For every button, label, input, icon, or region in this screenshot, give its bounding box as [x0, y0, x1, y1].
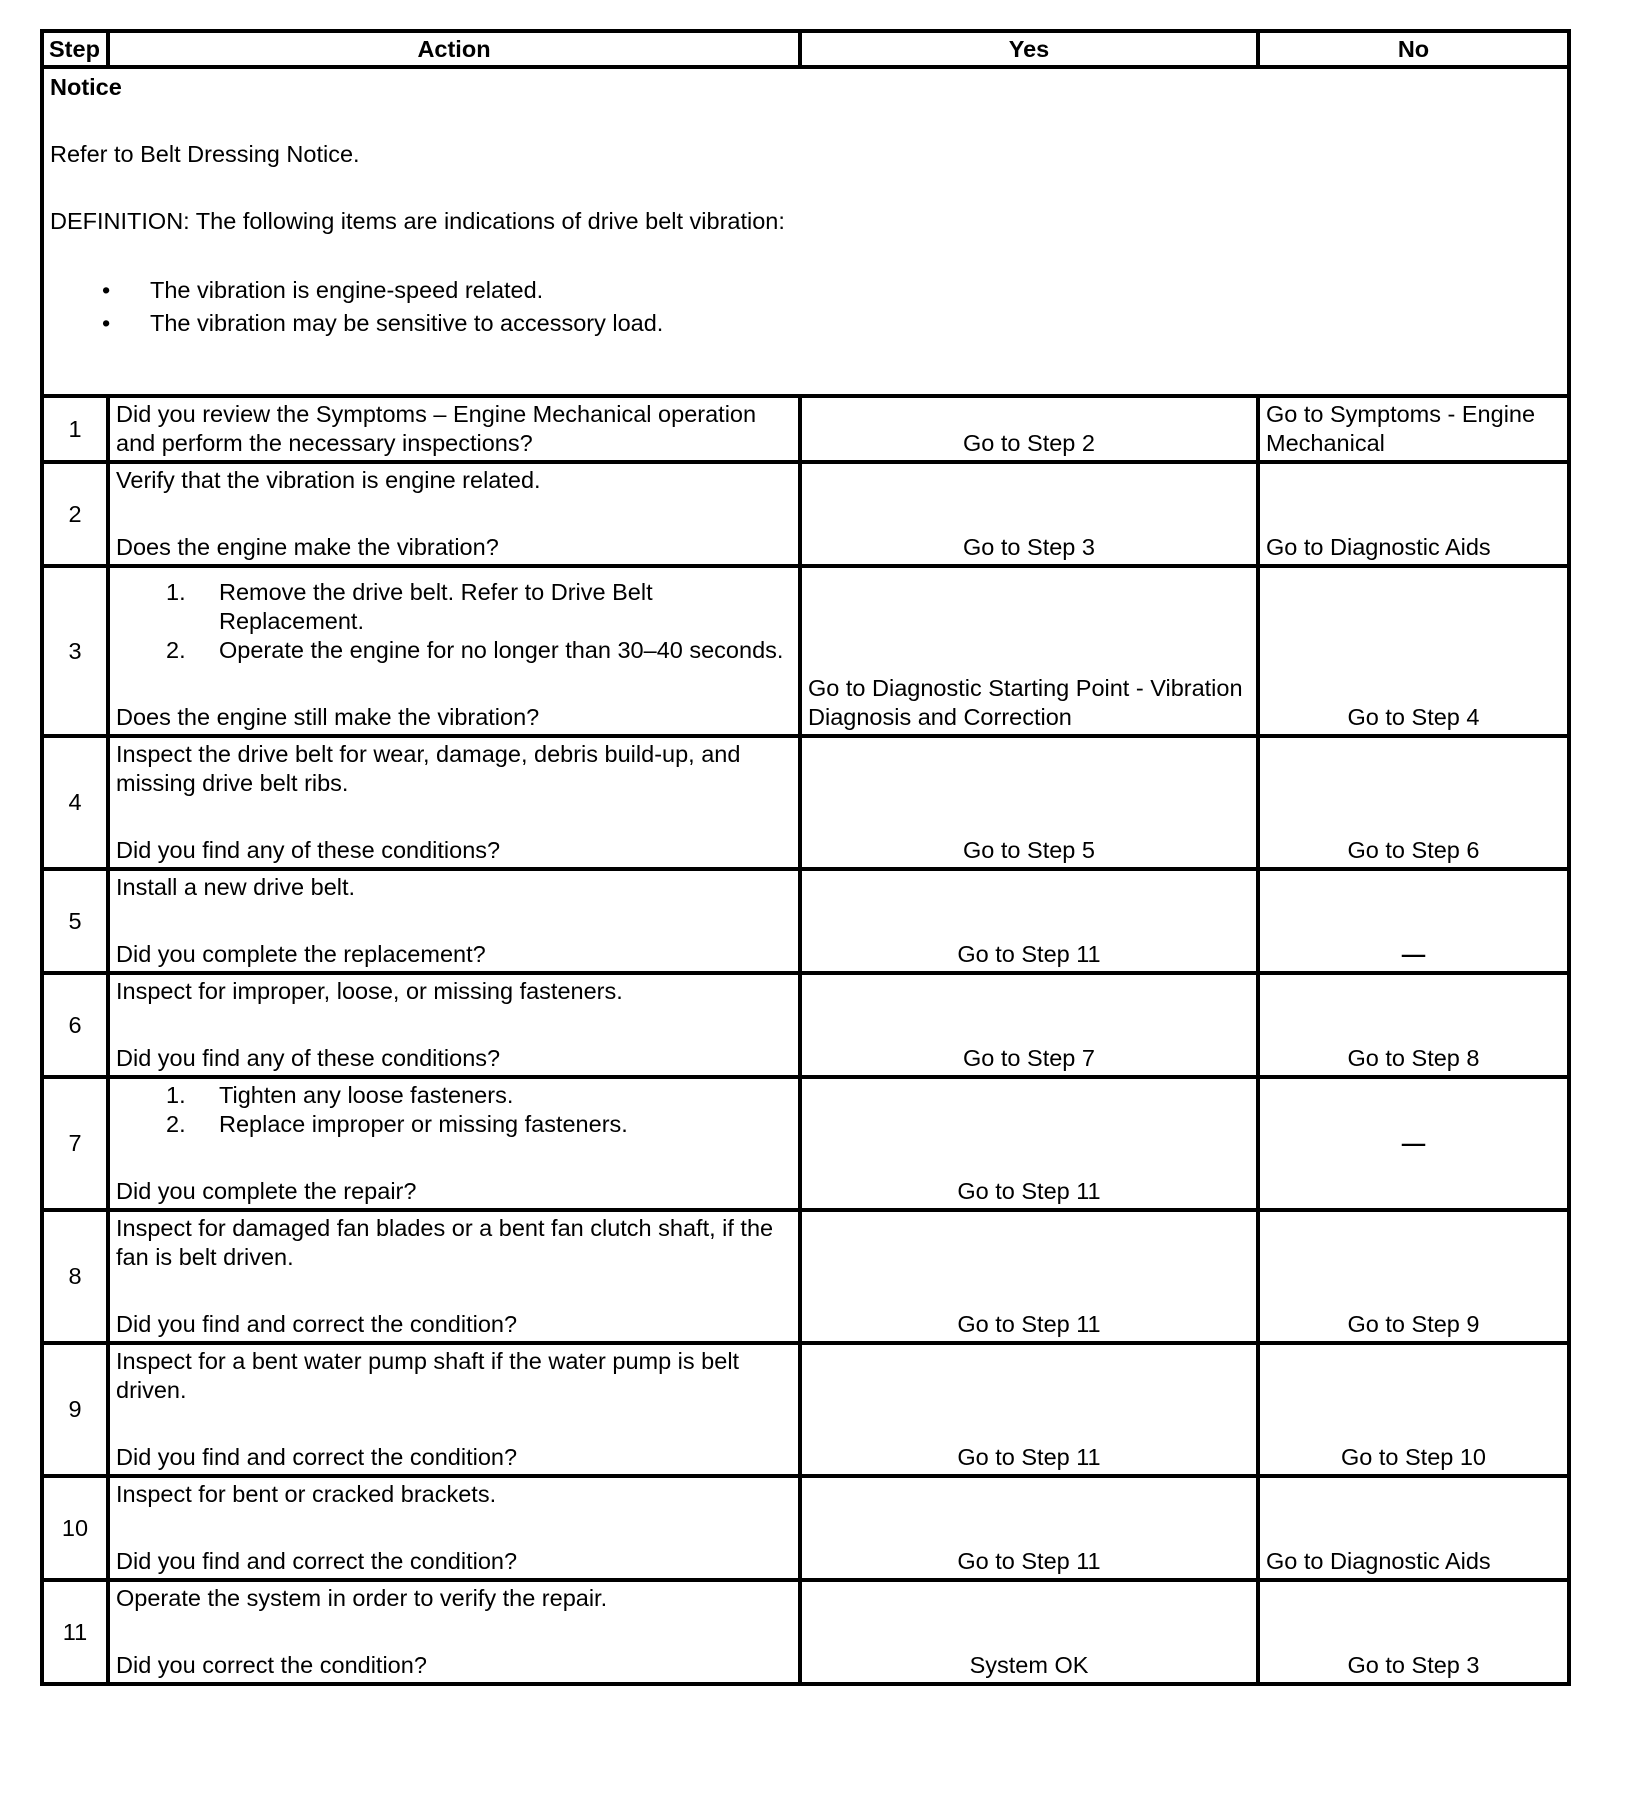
action-cell: [108, 1343, 800, 1476]
table-row: [42, 1343, 1569, 1476]
action-cell: [108, 869, 800, 973]
yes-cell: Go to Step 3: [800, 462, 1258, 566]
header-action: Action: [108, 31, 800, 67]
yes-cell: Go to Step 11: [800, 1210, 1258, 1343]
substep-number: 2.: [166, 637, 186, 663]
action-cell: [108, 1580, 800, 1684]
table-row: [42, 736, 1569, 869]
dash-mark: —: [1401, 1130, 1426, 1156]
yes-cell: Go to Step 2: [800, 396, 1258, 462]
step-number: 5: [42, 869, 108, 973]
substep: [116, 1081, 792, 1110]
notice-bullet: [50, 274, 1561, 307]
substep-text: Tighten any loose fasteners.: [219, 1082, 514, 1108]
bullet-icon: •: [102, 277, 111, 303]
substep: [116, 636, 792, 665]
table-row: [42, 1476, 1569, 1580]
no-cell: [1258, 869, 1569, 973]
yes-cell: Go to Step 5: [800, 736, 1258, 869]
action-question: Did you complete the repair?: [116, 1178, 417, 1204]
notice-bullet-list: [50, 274, 1561, 340]
header-step: Step: [42, 31, 108, 67]
no-cell: Go to Symptoms - Engine Mechanical: [1258, 396, 1569, 462]
diagnostic-table: [40, 29, 1571, 1686]
notice-title: Notice: [50, 74, 122, 100]
action-question: Did you correct the condition?: [116, 1652, 427, 1678]
no-cell: Go to Step 9: [1258, 1210, 1569, 1343]
no-cell: Go to Diagnostic Aids: [1258, 1476, 1569, 1580]
action-instruction: Inspect for bent or cracked brackets.: [116, 1481, 497, 1507]
substep-text: Operate the engine for no longer than 30–40 seconds.: [219, 637, 784, 663]
no-cell: Go to Step 6: [1258, 736, 1569, 869]
header-no: No: [1258, 31, 1569, 67]
yes-cell: Go to Step 11: [800, 869, 1258, 973]
action-question: Did you find any of these conditions?: [116, 837, 501, 863]
table-row: [42, 869, 1569, 973]
yes-cell: System OK: [800, 1580, 1258, 1684]
action-instruction: Inspect the drive belt for wear, damage, debris build-up, and missing drive belt ribs.: [116, 741, 741, 796]
step-number: 4: [42, 736, 108, 869]
notice-reference: Refer to Belt Dressing Notice.: [50, 141, 360, 167]
no-cell: Go to Step 3: [1258, 1580, 1569, 1684]
header-yes: Yes: [800, 31, 1258, 67]
action-question: Did you complete the replacement?: [116, 941, 486, 967]
action-instruction: Operate the system in order to verify the repair.: [116, 1585, 608, 1611]
action-cell: [108, 1077, 800, 1210]
step-number: 2: [42, 462, 108, 566]
table-row: [42, 973, 1569, 1077]
no-cell: Go to Step 4: [1258, 566, 1569, 736]
substep-list: [116, 1081, 792, 1139]
action-cell: [108, 462, 800, 566]
yes-cell: Go to Step 11: [800, 1077, 1258, 1210]
action-instruction: Inspect for damaged fan blades or a bent fan clutch shaft, if the fan is belt driven.: [116, 1215, 774, 1270]
step-number: 8: [42, 1210, 108, 1343]
no-cell: Go to Step 10: [1258, 1343, 1569, 1476]
yes-cell: Go to Diagnostic Starting Point - Vibration Diagnosis and Correction: [800, 566, 1258, 736]
step-number: 3: [42, 566, 108, 736]
no-cell: Go to Step 8: [1258, 973, 1569, 1077]
action-instruction: Inspect for improper, loose, or missing fasteners.: [116, 978, 623, 1004]
action-cell: [108, 1476, 800, 1580]
step-number: 7: [42, 1077, 108, 1210]
table-row: [42, 1210, 1569, 1343]
header-row: [42, 31, 1569, 67]
yes-cell: Go to Step 11: [800, 1343, 1258, 1476]
bullet-icon: •: [102, 310, 111, 336]
step-number: 10: [42, 1476, 108, 1580]
yes-cell: Go to Step 7: [800, 973, 1258, 1077]
no-cell: Go to Diagnostic Aids: [1258, 462, 1569, 566]
action-question: Did you find and correct the condition?: [116, 1548, 518, 1574]
no-cell: [1258, 1077, 1569, 1210]
step-number: 9: [42, 1343, 108, 1476]
table-row: [42, 462, 1569, 566]
substep-number: 1.: [166, 1082, 186, 1108]
action-cell: [108, 736, 800, 869]
substep-text: Replace improper or missing fasteners.: [219, 1111, 628, 1137]
substep-text: Remove the drive belt. Refer to Drive Belt Replacement.: [219, 579, 653, 634]
action-instruction: Verify that the vibration is engine related.: [116, 467, 541, 493]
substep-list: [116, 578, 792, 665]
action-question: Did you review the Symptoms – Engine Mechanical operation and perform the necessary inspections?: [116, 401, 757, 456]
action-instruction: Inspect for a bent water pump shaft if the water pump is belt driven.: [116, 1348, 740, 1403]
notice-bullet-text: The vibration may be sensitive to accessory load.: [150, 310, 664, 336]
action-question: Did you find any of these conditions?: [116, 1045, 501, 1071]
notice-bullet-text: The vibration is engine-speed related.: [150, 277, 544, 303]
action-question: Did you find and correct the condition?: [116, 1311, 518, 1337]
yes-cell: Go to Step 11: [800, 1476, 1258, 1580]
step-number: 1: [42, 396, 108, 462]
action-instruction: Install a new drive belt.: [116, 874, 356, 900]
action-question: Does the engine still make the vibration?: [116, 704, 540, 730]
notice-cell: [42, 67, 1569, 396]
notice-definition: DEFINITION: The following items are indications of drive belt vibration:: [50, 208, 785, 234]
action-question: Did you find and correct the condition?: [116, 1444, 518, 1470]
action-question: Does the engine make the vibration?: [116, 534, 499, 560]
notice-row: [42, 67, 1569, 396]
action-cell: [108, 973, 800, 1077]
notice-bullet: [50, 307, 1561, 340]
step-number: 11: [42, 1580, 108, 1684]
table-row: [42, 1580, 1569, 1684]
action-cell: [108, 396, 800, 462]
substep-number: 1.: [166, 579, 186, 605]
substep: [116, 578, 792, 636]
substep-number: 2.: [166, 1111, 186, 1137]
dash-mark: —: [1401, 941, 1426, 967]
action-cell: [108, 566, 800, 736]
table-row: [42, 566, 1569, 736]
substep: [116, 1110, 792, 1139]
action-cell: [108, 1210, 800, 1343]
table-row: [42, 1077, 1569, 1210]
table-row: [42, 396, 1569, 462]
step-number: 6: [42, 973, 108, 1077]
